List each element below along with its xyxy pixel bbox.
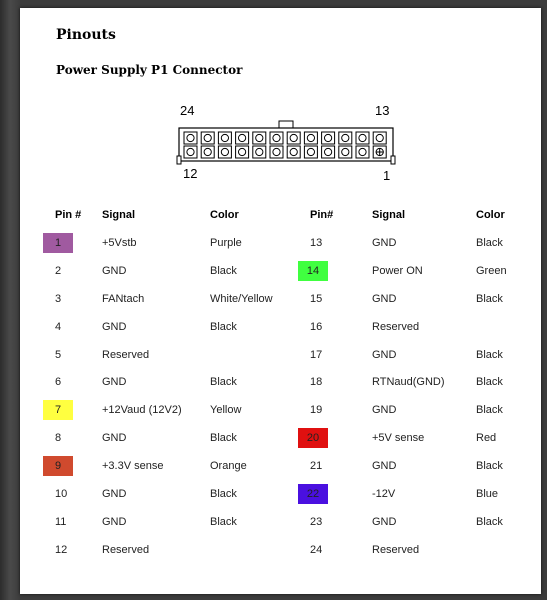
pin-signal: +5V sense	[372, 432, 425, 445]
header-signal: Signal	[102, 209, 136, 221]
pin-signal: Reserved	[102, 543, 150, 556]
pin-number: 6	[55, 376, 62, 389]
pinout-table	[48, 201, 526, 564]
pin-wire-color: White/Yellow	[210, 292, 273, 305]
pin-signal-cell	[372, 536, 476, 564]
connector-pin-hole	[290, 148, 297, 155]
connector-pin-hole	[187, 134, 194, 141]
table-row	[48, 396, 526, 424]
connector-pin-hole	[187, 148, 194, 155]
pin-signal: GND	[102, 320, 127, 333]
pin-wire-color-cell	[210, 341, 310, 369]
table-row	[48, 368, 526, 396]
connector-side-tab-left	[177, 156, 181, 164]
pin-wire-color: Black	[476, 348, 503, 361]
pin-signal-cell	[102, 257, 210, 285]
table-row	[48, 424, 526, 452]
pin-signal: +3.3V sense	[102, 460, 164, 473]
pin-wire-color: Blue	[476, 487, 499, 500]
pin-signal: FANtach	[102, 292, 145, 305]
connector-pin-hole	[273, 134, 280, 141]
table-row	[48, 257, 526, 285]
pin-signal-cell	[102, 452, 210, 480]
table-header-row	[48, 201, 526, 229]
pin-signal-cell	[102, 480, 210, 508]
pin-signal-cell	[102, 368, 210, 396]
pin-wire-color-cell	[476, 536, 526, 564]
pin-number: 7	[43, 400, 73, 420]
pin-number: 18	[310, 376, 323, 389]
table-row	[48, 285, 526, 313]
pin-signal-cell	[372, 396, 476, 424]
pin-number: 15	[310, 292, 323, 305]
pin-wire-color-cell	[476, 396, 526, 424]
pin-signal-cell	[102, 229, 210, 257]
pin-signal: -12V	[372, 487, 396, 500]
pin-number-cell	[310, 229, 372, 257]
pin-signal: Power ON	[372, 264, 423, 277]
pin-number: 14	[298, 261, 328, 281]
pin-number: 19	[310, 404, 323, 417]
pin-wire-color-cell	[476, 285, 526, 313]
pin-number: 8	[55, 432, 62, 445]
table-row	[48, 341, 526, 369]
pin-signal-cell	[102, 424, 210, 452]
table-row	[48, 313, 526, 341]
pin-wire-color-cell	[210, 424, 310, 452]
pin-signal-cell	[372, 368, 476, 396]
pin-wire-color-cell	[476, 424, 526, 452]
connector-pin-hole	[359, 134, 366, 141]
pin-number-cell	[48, 396, 102, 424]
pin-signal: RTNaud(GND)	[372, 376, 445, 389]
pin-wire-color: Black	[476, 376, 503, 389]
pin-wire-color-cell	[210, 536, 310, 564]
pin-wire-color: Green	[476, 264, 507, 277]
pin-number: 1	[43, 233, 73, 253]
pin-number: 23	[310, 515, 323, 528]
connector-pin-hole	[307, 148, 314, 155]
pin-wire-color: Orange	[210, 460, 247, 473]
connector-pin-hole	[290, 134, 297, 141]
pin-wire-color: Black	[210, 264, 237, 277]
pin-wire-color: Black	[210, 376, 237, 389]
pin-number: 4	[55, 320, 62, 333]
section-title: Power Supply P1 Connector	[56, 63, 243, 77]
pin-signal-cell	[102, 536, 210, 564]
connector-diagram	[176, 120, 396, 170]
pin-number: 10	[55, 487, 68, 500]
pin-number: 17	[310, 348, 323, 361]
pin-number-cell	[48, 536, 102, 564]
pin-number-cell	[310, 508, 372, 536]
pin-number: 24	[310, 543, 323, 556]
pin-number-cell	[48, 257, 102, 285]
pin-wire-color: Black	[476, 460, 503, 473]
pin-signal-cell	[102, 396, 210, 424]
connector-pin-hole	[359, 148, 366, 155]
pin-wire-color-cell	[210, 452, 310, 480]
pin-signal-cell	[372, 452, 476, 480]
header-color: Color	[210, 209, 239, 221]
pin-number-cell	[48, 452, 102, 480]
pin-number-cell	[310, 313, 372, 341]
connector-label-1: 1	[383, 168, 391, 183]
connector-side-tab-right	[391, 156, 395, 164]
pin-wire-color: Purple	[210, 236, 242, 249]
connector-pin-hole	[342, 134, 349, 141]
table-row	[48, 480, 526, 508]
pin-signal: GND	[102, 264, 127, 277]
pin-signal: GND	[372, 236, 397, 249]
pin-number: 5	[55, 348, 62, 361]
pin-number: 2	[55, 264, 62, 277]
pin-signal-cell	[372, 424, 476, 452]
page-title: Pinouts	[56, 27, 116, 43]
table-row	[48, 508, 526, 536]
pin-wire-color: Black	[476, 236, 503, 249]
pin-wire-color: Black	[210, 432, 237, 445]
pin-number-cell	[310, 452, 372, 480]
table-row	[48, 229, 526, 257]
connector-pin-hole	[221, 134, 228, 141]
pin-signal: GND	[372, 348, 397, 361]
pin-signal-cell	[372, 341, 476, 369]
pin-signal: +12Vaud (12V2)	[102, 404, 182, 417]
pin-signal: Reserved	[102, 348, 150, 361]
pin-number-cell	[48, 285, 102, 313]
pin-signal: Reserved	[372, 543, 420, 556]
pin-number: 11	[55, 515, 67, 528]
pin-signal: Reserved	[372, 320, 420, 333]
pin-number-cell	[48, 341, 102, 369]
pin-number-cell	[310, 396, 372, 424]
document-page	[20, 8, 541, 594]
pin-wire-color: Yellow	[210, 404, 242, 417]
pin-signal: GND	[372, 292, 397, 305]
pin-signal-cell	[102, 313, 210, 341]
pin-number-cell	[306, 424, 372, 452]
connector-pin-hole	[221, 148, 228, 155]
pin-wire-color-cell	[476, 480, 526, 508]
pin-number-cell	[310, 368, 372, 396]
pin-signal-cell	[102, 285, 210, 313]
connector-label-13: 13	[375, 103, 390, 118]
pin-wire-color-cell	[210, 368, 310, 396]
connector-pin-hole	[342, 148, 349, 155]
pin-wire-color-cell	[476, 508, 526, 536]
pin-number-cell	[310, 285, 372, 313]
pin-number: 13	[310, 236, 323, 249]
pin-number: 21	[310, 460, 323, 473]
connector-pin-hole	[239, 148, 246, 155]
connector-pin-hole	[325, 148, 332, 155]
pin-number-cell	[310, 536, 372, 564]
pin-wire-color-cell	[210, 257, 310, 285]
pin-signal-cell	[372, 480, 476, 508]
pin-wire-color-cell	[476, 452, 526, 480]
pin-number: 20	[298, 428, 328, 448]
pin-number-cell	[48, 480, 102, 508]
pin-number-cell	[310, 341, 372, 369]
pin-signal: GND	[372, 515, 397, 528]
connector-pin-hole	[204, 148, 211, 155]
pin-signal-cell	[102, 341, 210, 369]
pin-signal: GND	[102, 432, 127, 445]
connector-pin-hole	[325, 134, 332, 141]
pin-wire-color: Black	[210, 320, 237, 333]
connector-pin-hole	[256, 134, 263, 141]
connector-pin-hole	[376, 134, 383, 141]
pin-wire-color-cell	[210, 480, 310, 508]
pin-signal-cell	[372, 313, 476, 341]
pin-number-cell	[48, 229, 102, 257]
connector-label-24: 24	[180, 103, 195, 118]
header-signal-2: Signal	[372, 209, 406, 221]
pin-wire-color: Red	[476, 432, 497, 445]
pin-wire-color-cell	[476, 341, 526, 369]
table-row	[48, 536, 526, 564]
pin-wire-color-cell	[476, 257, 526, 285]
pin-signal: GND	[102, 515, 127, 528]
pin-wire-color: Black	[476, 515, 503, 528]
header-pin-2: Pin#	[310, 209, 334, 221]
pin-wire-color: Black	[210, 515, 237, 528]
table-row	[48, 452, 526, 480]
pin-signal-cell	[372, 508, 476, 536]
pin-number: 9	[43, 456, 73, 476]
pin-wire-color-cell	[210, 396, 310, 424]
pin-number-cell	[306, 480, 372, 508]
pin-signal: +5Vstb	[102, 236, 137, 249]
pin-number-cell	[306, 257, 372, 285]
pin-number: 3	[55, 292, 62, 305]
connector-pin-hole	[239, 134, 246, 141]
pin-signal: GND	[102, 487, 127, 500]
pin-signal-cell	[372, 257, 476, 285]
pin-wire-color-cell	[476, 229, 526, 257]
pin-number-cell	[48, 424, 102, 452]
pin-signal-cell	[102, 508, 210, 536]
pin-wire-color: Black	[476, 404, 503, 417]
connector-latch	[279, 121, 293, 128]
header-color-2: Color	[476, 209, 505, 221]
connector-pin-hole	[307, 134, 314, 141]
pin-signal: GND	[372, 460, 397, 473]
pin-wire-color: Black	[476, 292, 503, 305]
pinout-rows	[48, 229, 526, 564]
pin-number: 22	[298, 484, 328, 504]
pin-wire-color-cell	[210, 508, 310, 536]
pin-signal: GND	[372, 404, 397, 417]
pin-number-cell	[48, 508, 102, 536]
pin-wire-color-cell	[210, 313, 310, 341]
pin-signal-cell	[372, 285, 476, 313]
connector-label-12: 12	[183, 166, 198, 181]
pin-signal-cell	[372, 229, 476, 257]
pin-number: 12	[55, 543, 68, 556]
connector-pin-hole	[256, 148, 263, 155]
pin-wire-color-cell	[210, 229, 310, 257]
pin-number-cell	[48, 313, 102, 341]
connector-pin-hole	[273, 148, 280, 155]
header-pin: Pin #	[55, 209, 82, 221]
pin-number: 16	[310, 320, 323, 333]
pin-wire-color-cell	[210, 285, 310, 313]
pin-wire-color-cell	[476, 368, 526, 396]
pin-wire-color: Black	[210, 487, 237, 500]
pin-number-cell	[48, 368, 102, 396]
pin-wire-color-cell	[476, 313, 526, 341]
pin-signal: GND	[102, 376, 127, 389]
connector-pin-hole	[204, 134, 211, 141]
